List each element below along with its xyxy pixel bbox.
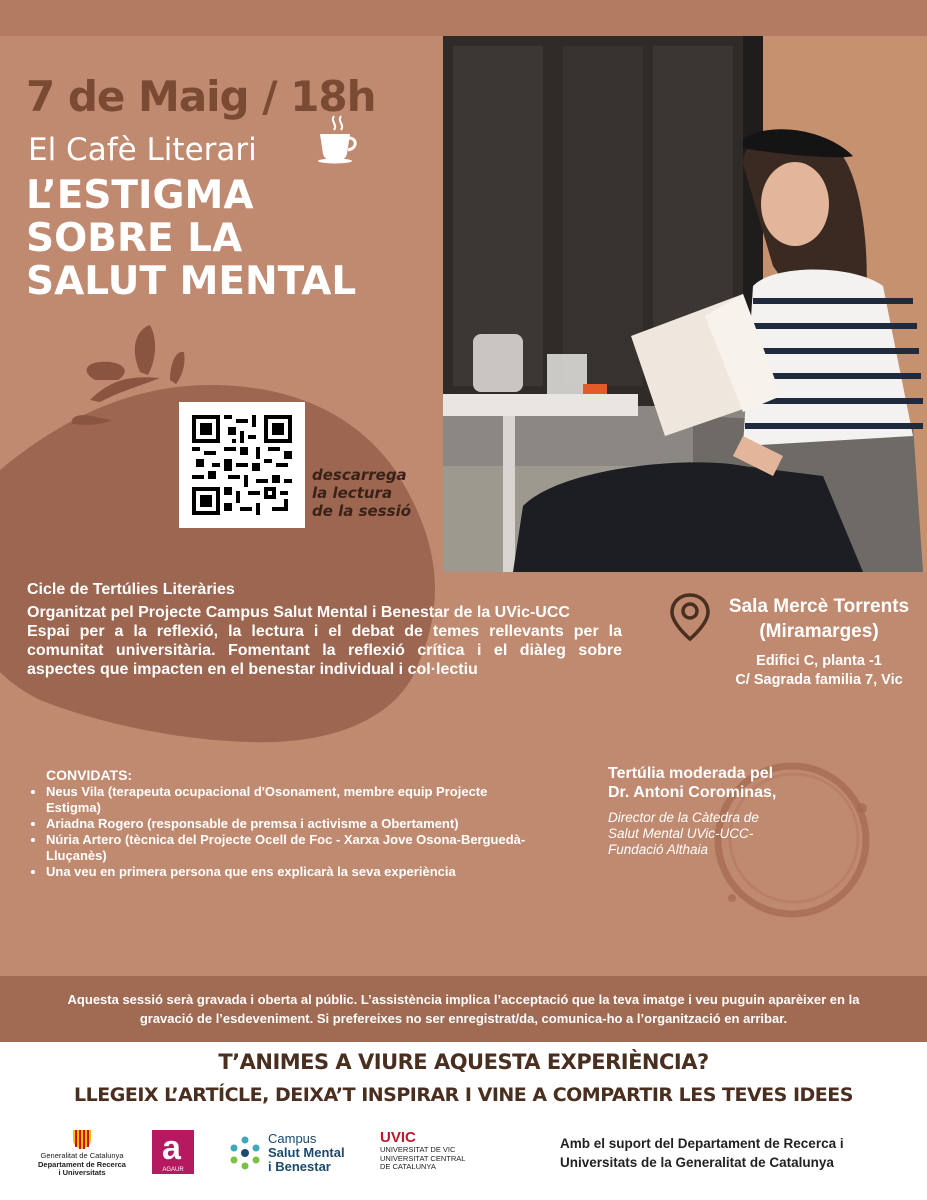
qr-caption-line: la lectura bbox=[312, 484, 393, 502]
moderator-role-line: Director de la Càtedra de bbox=[608, 810, 759, 825]
qr-caption-line: de la sessió bbox=[312, 502, 412, 520]
agaur-logo bbox=[152, 1130, 194, 1174]
venue-building: Edifici C, planta -1 bbox=[756, 653, 882, 669]
location-pin-icon bbox=[668, 592, 712, 642]
recording-notice: Aquesta sessió serà gravada i oberta al públic. L’assistència implica l’acceptació que la teva imatge i veu puguin aparèixer en la gravació de l’esdeveniment. Si prefereixes no ser enregistrat/da, comunica-ho a l’organització en arribar. bbox=[67, 992, 860, 1026]
qr-caption-line: descarrega bbox=[312, 466, 407, 484]
moderator-role-line: Fundació Althaia bbox=[608, 842, 709, 857]
agaur-logo-mark: a bbox=[162, 1129, 181, 1167]
support-statement bbox=[560, 1134, 844, 1172]
moderator-role-line: Salut Mental UVic-UCC- bbox=[608, 826, 754, 841]
event-date: 7 de Maig / 18h bbox=[26, 72, 376, 121]
guests-list bbox=[32, 767, 544, 880]
event-description bbox=[27, 580, 622, 679]
uvic-logo-line: UNIVERSITAT DE VIC bbox=[380, 1145, 456, 1154]
generalitat-logo-line: Departament de Recerca bbox=[38, 1159, 126, 1169]
uvic-logo-line: UNIVERSITAT CENTRAL bbox=[380, 1153, 466, 1163]
guest-item: • Neus Vila (terapeuta ocupacional d'Osonament, membre equip Projecte Estigma) bbox=[46, 784, 544, 816]
campus-network-icon bbox=[226, 1134, 264, 1172]
cta-invitation: LLEGEIX L’ARTÍCLE, DEIXA’T INSPIRAR I VINE A COMPARTIR LES TEVES IDEES bbox=[74, 1084, 853, 1106]
campus-logo-text bbox=[268, 1132, 345, 1174]
support-line: Universitats de la Generalitat de Catalunya bbox=[560, 1155, 834, 1170]
moderator-line: Tertúlia moderada pel bbox=[608, 765, 774, 782]
qr-caption bbox=[312, 466, 411, 520]
generalitat-logo-line: Generalitat de Catalunya bbox=[40, 1151, 124, 1160]
venue-street: C/ Sagrada familia 7, Vic bbox=[735, 672, 903, 688]
moderator-name: Dr. Antoni Corominas, bbox=[608, 784, 777, 801]
event-title bbox=[26, 174, 356, 303]
uvic-logo-line: DE CATALUNYA bbox=[380, 1162, 436, 1171]
generalitat-shield-icon bbox=[71, 1128, 93, 1150]
agaur-logo-text: AGAUR bbox=[162, 1167, 184, 1173]
uvic-logo-name: UVIC bbox=[380, 1129, 416, 1146]
guest-item: • Ariadna Rogero (responsable de premsa i activisme a Obertament) bbox=[46, 816, 544, 832]
guest-item: • Núria Artero (tècnica del Projecte Ocell de Foc - Xarxa Jove Osona-Berguedà- Lluçanès) bbox=[46, 832, 544, 864]
coffee-cup-icon bbox=[316, 112, 360, 164]
venue-address bbox=[714, 652, 924, 690]
venue-name-line: Sala Mercè Torrents bbox=[728, 596, 910, 617]
generalitat-logo bbox=[36, 1128, 128, 1178]
cta-question: T’ANIMES A VIURE AQUESTA EXPERIÈNCIA? bbox=[218, 1050, 709, 1074]
series-name: El Cafè Literari bbox=[28, 132, 257, 168]
uvic-logo bbox=[380, 1130, 500, 1172]
qr-code[interactable] bbox=[179, 402, 305, 528]
purpose-text: Espai per a la reflexió, la lectura i el debat de temes rellevants per la comunitat universitària. Fomentant la reflexió crítica i el diàleg sobre aspectes que impacten en el benestar individual i col·lectiu bbox=[27, 623, 622, 678]
campus-logo-line: i Benestar bbox=[268, 1159, 331, 1174]
recording-notice-band bbox=[0, 976, 927, 1042]
organizer-text: Organitzat pel Projecte Campus Salut Mental i Benestar de la UVic-UCC bbox=[27, 604, 570, 621]
guest-item: • Una veu en primera persona que ens explicarà la seva experiència bbox=[46, 864, 544, 880]
title-line: SALUT MENTAL bbox=[26, 259, 357, 304]
campus-logo-line: Campus bbox=[268, 1131, 317, 1146]
moderator-role bbox=[608, 810, 759, 858]
title-line: L’ESTIGMA bbox=[26, 173, 254, 218]
generalitat-logo-line: i Universitats bbox=[58, 1168, 106, 1177]
guests-heading: CONVIDATS: bbox=[46, 767, 133, 783]
reading-woman-photo bbox=[443, 36, 927, 572]
venue-name bbox=[714, 594, 924, 644]
title-line: SOBRE LA bbox=[26, 216, 243, 261]
campus-logo-line: Salut Mental bbox=[268, 1145, 345, 1160]
moderator-heading bbox=[608, 764, 776, 802]
cycle-name: Cicle de Tertúlies Literàries bbox=[27, 581, 235, 598]
support-line: Amb el suport del Departament de Recerca i bbox=[560, 1136, 844, 1151]
venue-name-line: (Miramarges) bbox=[759, 621, 879, 642]
